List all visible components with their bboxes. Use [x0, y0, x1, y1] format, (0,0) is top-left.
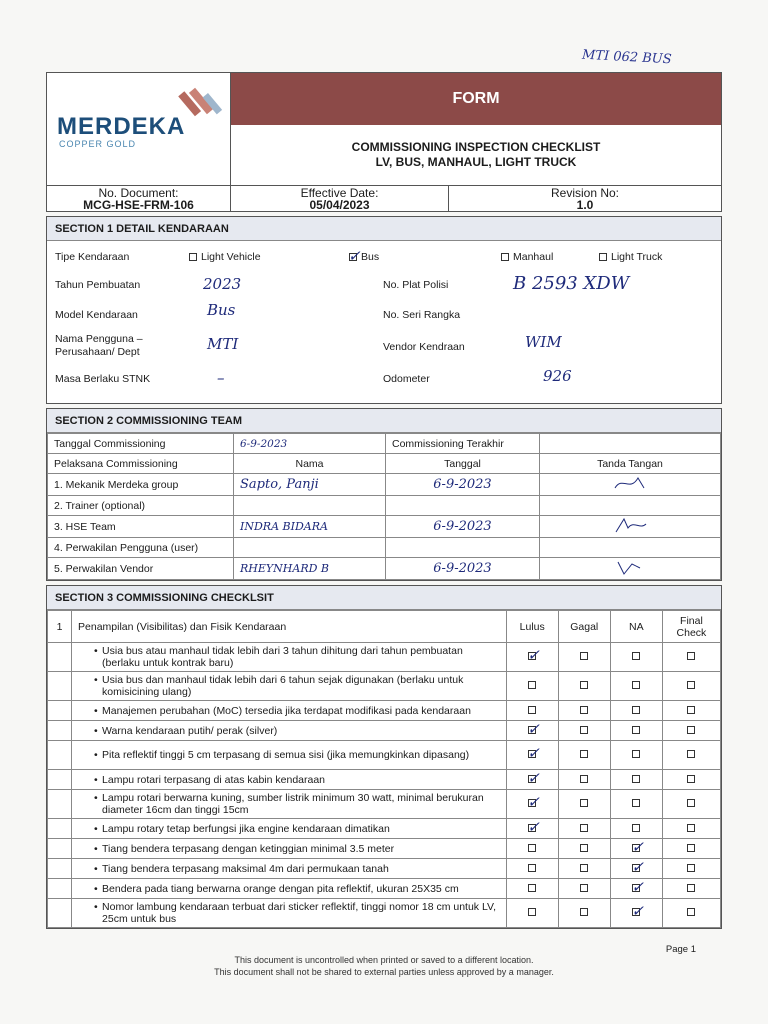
row-index-cell — [48, 859, 72, 879]
checklist-item-label: • Warna kendaraan putih/ perak (silver) — [102, 724, 278, 737]
checkmark-icon: ✓ — [527, 817, 540, 836]
checkbox-na[interactable] — [632, 824, 640, 832]
checkbox-gagal[interactable] — [580, 652, 588, 660]
cell-lulus — [506, 672, 558, 701]
checklist-item-label: • Tiang bendera terpasang dengan ketinggian minimal 3.5 meter — [102, 842, 395, 855]
cell-final — [662, 879, 720, 899]
team-role: 3. HSE Team — [48, 516, 234, 538]
brand-name: MERDEKA — [57, 113, 186, 140]
cell-lulus — [506, 721, 558, 741]
table-row — [48, 516, 721, 538]
checkbox-lulus[interactable] — [528, 884, 536, 892]
table-row — [48, 859, 721, 879]
vendor-label: Vendor Kendraan — [383, 341, 465, 353]
col-name: Nama — [234, 454, 386, 474]
checklist-table — [47, 610, 721, 928]
option-light-truck[interactable] — [599, 251, 662, 263]
checklist-item-text — [72, 672, 507, 701]
checkbox-final[interactable] — [687, 908, 695, 916]
team-name — [234, 538, 386, 558]
row-index-cell — [48, 770, 72, 790]
checkbox-na[interactable] — [632, 726, 640, 734]
checkbox-bus[interactable] — [348, 247, 361, 265]
plate-label: No. Plat Polisi — [383, 279, 449, 291]
cell-final — [662, 859, 720, 879]
team-table — [47, 433, 721, 580]
checklist-item-text — [72, 859, 507, 879]
cell-na — [610, 770, 662, 790]
company-logo — [47, 73, 231, 185]
checkbox-final[interactable] — [687, 799, 695, 807]
checkbox-lulus[interactable] — [527, 817, 540, 836]
team-date — [386, 496, 540, 516]
checkbox-gagal[interactable] — [580, 681, 588, 689]
document-info-row — [46, 186, 722, 212]
row-index-cell — [48, 672, 72, 701]
form-header — [46, 72, 722, 186]
cell-na — [610, 899, 662, 928]
checkbox-gagal[interactable] — [580, 884, 588, 892]
checklist-item-text — [72, 790, 507, 819]
cell-gagal — [558, 839, 610, 859]
cell-final — [662, 672, 720, 701]
checkbox-manhaul[interactable] — [501, 253, 509, 261]
row-index-cell — [48, 899, 72, 928]
disclaimer — [0, 954, 768, 978]
signature — [540, 496, 721, 516]
cell-na — [610, 741, 662, 770]
model-label: Model Kendaraan — [55, 309, 138, 321]
cell-gagal — [558, 741, 610, 770]
checkbox-final[interactable] — [687, 775, 695, 783]
doc-no-label: No. Document: — [98, 186, 179, 200]
signature — [540, 474, 721, 496]
section-1-vehicle-detail — [46, 216, 722, 404]
checklist-heading: Penampilan (Visibilitas) dan Fisik Kendaraan — [72, 611, 507, 643]
col-signature: Tanda Tangan — [540, 454, 721, 474]
row-index-cell — [48, 701, 72, 721]
signature-icon — [610, 474, 650, 492]
vehicle-type-label: Tipe Kendaraan — [55, 251, 130, 263]
table-row — [48, 721, 721, 741]
effective-date-value: 05/04/2023 — [309, 198, 370, 212]
signature — [540, 516, 721, 538]
checkbox-lulus[interactable] — [527, 719, 540, 738]
option-manhaul-label: Manhaul — [513, 251, 554, 263]
team-date: 6-9-2023 — [386, 474, 540, 496]
table-row — [48, 770, 721, 790]
cell-lulus — [506, 741, 558, 770]
table-row — [48, 558, 721, 580]
cell-na — [610, 859, 662, 879]
checkbox-light-vehicle[interactable] — [189, 253, 197, 261]
option-bus-label: Bus — [361, 251, 380, 263]
col-final-check: Final Check — [662, 611, 720, 643]
checkbox-gagal[interactable] — [580, 824, 588, 832]
checkbox-gagal[interactable] — [580, 706, 588, 714]
checkmark-icon: ✓ — [348, 247, 361, 265]
odometer-value: 926 — [543, 367, 572, 385]
checkbox-na[interactable] — [632, 652, 640, 660]
form-label: FORM — [231, 73, 721, 125]
cell-final — [662, 819, 720, 839]
team-role: 1. Mekanik Merdeka group — [48, 474, 234, 496]
cell-lulus — [506, 790, 558, 819]
option-light-vehicle[interactable] — [189, 251, 261, 263]
section-2-commissioning-team — [46, 408, 722, 581]
team-role: 4. Perwakilan Pengguna (user) — [48, 538, 234, 558]
cell-lulus — [506, 879, 558, 899]
checklist-item-text — [72, 701, 507, 721]
signature — [540, 538, 721, 558]
checkbox-na[interactable] — [631, 902, 644, 920]
cell-final — [662, 701, 720, 721]
revision-label: Revision No: — [550, 186, 620, 200]
cell-na — [610, 721, 662, 741]
checklist-item-label: • Usia bus dan manhaul tidak lebih dari 6 tahun sejak digunakan (berlaku untuk komisicining ulang) — [102, 674, 464, 698]
checkbox-gagal[interactable] — [580, 844, 588, 852]
team-date: 6-9-2023 — [386, 558, 540, 580]
cell-lulus — [506, 899, 558, 928]
checklist-item-label: • Tiang bendera terpasang maksimal 4m dari permukaan tanah — [102, 862, 389, 875]
checklist-item-label: • Lampu rotary tetap berfungsi jika engine kendaraan dimatikan — [102, 822, 390, 835]
checkmark-icon: ✓ — [631, 857, 644, 876]
user-label-line-1: Nama Pengguna – — [55, 333, 143, 345]
checkbox-lulus[interactable] — [527, 646, 540, 664]
col-na: NA — [610, 611, 662, 643]
checklist-item-text — [72, 721, 507, 741]
cell-na — [610, 879, 662, 899]
disclaimer-line-2: This document shall not be shared to external parties unless approved by a manager. — [214, 967, 554, 977]
checklist-item-label: • Pita reflektif tinggi 5 cm terpasang di semua sisi (jika memungkinkan dipasang) — [102, 749, 470, 761]
user-label-line-2: Perusahaan/ Dept — [55, 346, 140, 358]
row-index-cell — [48, 879, 72, 899]
disclaimer-line-1: This document is uncontrolled when printed or saved to a different location. — [234, 955, 534, 965]
checkbox-final[interactable] — [687, 681, 695, 689]
stnk-label: Masa Berlaku STNK — [55, 373, 151, 385]
checkbox-final[interactable] — [687, 844, 695, 852]
doc-no-value: MCG-HSE-FRM-106 — [83, 198, 194, 212]
row-index-cell — [48, 790, 72, 819]
team-date: 6-9-2023 — [386, 516, 540, 538]
checklist-item-text — [72, 741, 507, 770]
checkbox-na[interactable] — [632, 775, 640, 783]
checkbox-gagal[interactable] — [580, 726, 588, 734]
cell-final — [662, 899, 720, 928]
checkbox-final[interactable] — [687, 884, 695, 892]
checklist-item-text — [72, 643, 507, 672]
checkbox-na[interactable] — [632, 706, 640, 714]
team-name: RHEYNHARD B — [234, 558, 386, 580]
form-title — [231, 125, 721, 185]
effective-date-label: Effective Date: — [300, 186, 379, 200]
cell-na — [610, 790, 662, 819]
checkbox-gagal[interactable] — [580, 908, 588, 916]
handwritten-annotation: MTI 062 BUS — [581, 47, 672, 68]
checklist-item-text — [72, 819, 507, 839]
section-3-title: SECTION 3 COMMISSIONING CHECKLSIT — [47, 586, 721, 610]
commissioning-date-label: Tanggal Commissioning — [48, 434, 234, 454]
checkbox-gagal[interactable] — [580, 750, 588, 758]
checkbox-gagal[interactable] — [580, 799, 588, 807]
cell-na — [610, 819, 662, 839]
cell-na — [610, 643, 662, 672]
checkbox-lulus[interactable] — [528, 864, 536, 872]
table-row — [48, 538, 721, 558]
checklist-item-label: • Manajemen perubahan (MoC) tersedia jika terdapat modifikasi pada kendaraan — [102, 704, 471, 717]
executor-label: Pelaksana Commissioning — [48, 454, 234, 474]
team-name: INDRA BIDARA — [234, 516, 386, 538]
table-row — [48, 790, 721, 819]
checkmark-icon: ✓ — [631, 902, 644, 920]
section-3-checklist — [46, 585, 722, 929]
cell-gagal — [558, 879, 610, 899]
revision-value: 1.0 — [576, 198, 594, 212]
checkbox-final[interactable] — [687, 750, 695, 758]
cell-na — [610, 701, 662, 721]
year-value: 2023 — [203, 275, 242, 293]
row-index-cell — [48, 643, 72, 672]
checkbox-lulus[interactable] — [528, 681, 536, 689]
chassis-label: No. Seri Rangka — [383, 309, 461, 321]
cell-lulus — [506, 770, 558, 790]
option-manhaul[interactable] — [501, 251, 553, 263]
checkbox-na[interactable] — [632, 750, 640, 758]
title-line-1: COMMISSIONING INSPECTION CHECKLIST — [351, 140, 601, 154]
checkbox-lulus[interactable] — [528, 844, 536, 852]
brand-subtitle: COPPER GOLD — [59, 139, 137, 149]
cell-lulus — [506, 859, 558, 879]
checklist-number: 1 — [48, 611, 72, 643]
checkbox-light-truck[interactable] — [599, 253, 607, 261]
checklist-item-label: • Lampu rotari berwarna kuning, sumber listrik minimum 30 watt, minimal berukuran diameter 16cm dan tinggi 15cm — [102, 792, 484, 816]
table-row — [48, 879, 721, 899]
cell-gagal — [558, 790, 610, 819]
team-role: 5. Perwakilan Vendor — [48, 558, 234, 580]
checkbox-na[interactable] — [631, 877, 644, 896]
checkbox-na[interactable] — [631, 837, 644, 856]
user-value: MTI — [207, 335, 239, 353]
cell-gagal — [558, 899, 610, 928]
table-row — [48, 741, 721, 770]
page-number: Page 1 — [665, 944, 696, 955]
signature-icon — [610, 516, 650, 534]
plate-value: B 2593 XDW — [513, 273, 630, 294]
section-2-title: SECTION 2 COMMISSIONING TEAM — [47, 409, 721, 433]
checkbox-final[interactable] — [687, 706, 695, 714]
table-row — [48, 672, 721, 701]
table-row — [48, 643, 721, 672]
checkbox-final[interactable] — [687, 726, 695, 734]
checkbox-lulus[interactable] — [528, 706, 536, 714]
checklist-item-label: • Usia bus atau manhaul tidak lebih dari 3 tahun dihitung dari tahun pembuatan (berlaku untuk kontrak baru) — [102, 645, 463, 669]
checklist-item-text — [72, 770, 507, 790]
checkbox-gagal[interactable] — [580, 775, 588, 783]
team-name: Sapto, Panji — [234, 474, 386, 496]
cell-final — [662, 721, 720, 741]
checkbox-final[interactable] — [687, 864, 695, 872]
checkbox-na[interactable] — [631, 857, 644, 876]
row-index-cell — [48, 741, 72, 770]
row-index-cell — [48, 721, 72, 741]
col-date: Tanggal — [386, 454, 540, 474]
table-row — [48, 899, 721, 928]
checklist-item-label: • Bendera pada tiang berwarna orange dengan pita reflektif, ukuran 25X35 cm — [102, 882, 459, 895]
cell-na — [610, 672, 662, 701]
section-1-title: SECTION 1 DETAIL KENDARAAN — [47, 217, 721, 241]
signature-icon — [610, 558, 650, 576]
checkmark-icon: ✓ — [631, 837, 644, 856]
year-label: Tahun Pembuatan — [55, 279, 141, 291]
team-name — [234, 496, 386, 516]
cell-final — [662, 839, 720, 859]
checkmark-icon: ✓ — [631, 877, 644, 896]
last-commissioning-value — [540, 434, 721, 454]
checklist-item-text — [72, 879, 507, 899]
cell-final — [662, 790, 720, 819]
col-gagal: Gagal — [558, 611, 610, 643]
cell-gagal — [558, 643, 610, 672]
checkmark-icon: ✓ — [527, 768, 540, 787]
checkbox-final[interactable] — [687, 824, 695, 832]
commissioning-date-value: 6-9-2023 — [234, 434, 386, 454]
table-row — [48, 474, 721, 496]
cell-final — [662, 643, 720, 672]
stnk-value: – — [217, 369, 225, 387]
model-value: Bus — [207, 301, 236, 319]
cell-lulus — [506, 819, 558, 839]
cell-gagal — [558, 859, 610, 879]
checkmark-icon: ✓ — [527, 719, 540, 738]
checkmark-icon: ✓ — [527, 793, 540, 811]
option-bus[interactable] — [348, 247, 380, 265]
cell-lulus — [506, 643, 558, 672]
vendor-value: WIM — [525, 333, 562, 351]
cell-final — [662, 741, 720, 770]
checkbox-gagal[interactable] — [580, 864, 588, 872]
row-index-cell — [48, 839, 72, 859]
checkbox-na[interactable] — [632, 799, 640, 807]
checkbox-lulus[interactable] — [527, 744, 540, 762]
cell-gagal — [558, 672, 610, 701]
checkbox-lulus[interactable] — [527, 793, 540, 811]
checklist-item-label: • Nomor lambung kendaraan terbuat dari sticker reflektif, tinggi nomor 18 cm untuk LV, 25cm untuk bus — [102, 901, 496, 925]
cell-gagal — [558, 721, 610, 741]
team-date — [386, 538, 540, 558]
cell-gagal — [558, 770, 610, 790]
table-row — [48, 819, 721, 839]
table-row — [48, 839, 721, 859]
checklist-item-text — [72, 899, 507, 928]
row-index-cell — [48, 819, 72, 839]
form-sheet — [46, 72, 722, 929]
checkbox-final[interactable] — [687, 652, 695, 660]
table-row — [48, 496, 721, 516]
cell-lulus — [506, 701, 558, 721]
team-role: 2. Trainer (optional) — [48, 496, 234, 516]
cell-final — [662, 770, 720, 790]
last-commissioning-label: Commissioning Terakhir — [386, 434, 540, 454]
table-row — [48, 701, 721, 721]
checklist-item-label: • Lampu rotari terpasang di atas kabin kendaraan — [102, 773, 326, 786]
checkbox-lulus[interactable] — [528, 908, 536, 916]
option-light-vehicle-label: Light Vehicle — [201, 251, 261, 263]
option-light-truck-label: Light Truck — [611, 251, 663, 263]
checkbox-na[interactable] — [632, 681, 640, 689]
col-lulus: Lulus — [506, 611, 558, 643]
cell-lulus — [506, 839, 558, 859]
cell-na — [610, 839, 662, 859]
signature — [540, 558, 721, 580]
checkmark-icon: ✓ — [527, 646, 540, 664]
title-line-2: LV, BUS, MANHAUL, LIGHT TRUCK — [375, 155, 577, 169]
checkmark-icon: ✓ — [527, 744, 540, 762]
cell-gagal — [558, 701, 610, 721]
checklist-item-text — [72, 839, 507, 859]
checkbox-lulus[interactable] — [527, 768, 540, 787]
cell-gagal — [558, 819, 610, 839]
odometer-label: Odometer — [383, 373, 430, 385]
